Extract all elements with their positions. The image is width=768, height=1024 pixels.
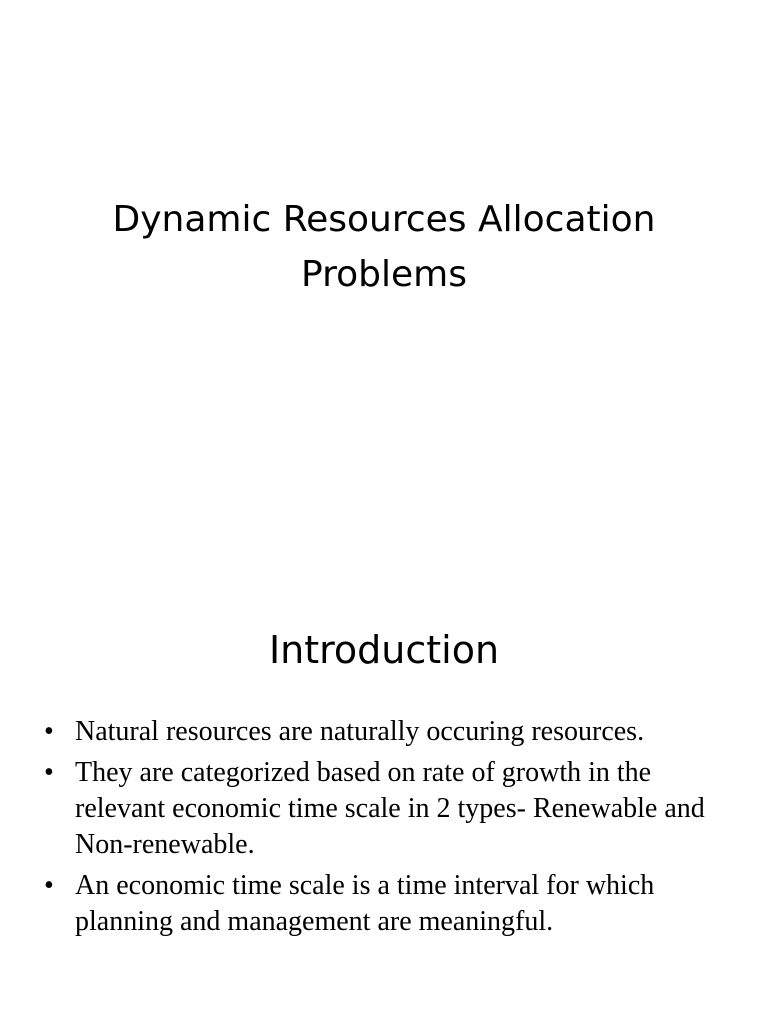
bullet-item — [0, 868, 740, 940]
bullet-item — [0, 755, 740, 863]
bullet-icon: • — [44, 716, 54, 747]
bullet-icon: • — [44, 757, 54, 788]
bullet-text: Natural resources are naturally occuring resources. — [75, 716, 645, 747]
bullet-text: An economic time scale is a time interval for which planning and management are meaningful. — [75, 870, 655, 937]
bullet-text: They are categorized based on rate of growth in the relevant economic time scale in 2 types- Renewable and Non-renewable. — [75, 757, 705, 860]
bullet-item — [0, 714, 740, 750]
title-line-2: Problems — [301, 254, 467, 295]
bullet-icon: • — [44, 870, 54, 901]
slide-title: Introduction — [268, 628, 500, 672]
slide-2 — [0, 512, 768, 1024]
title-line-1: Dynamic Resources Allocation — [112, 199, 656, 240]
bullet-list — [0, 714, 740, 945]
slide-title — [40, 192, 728, 302]
